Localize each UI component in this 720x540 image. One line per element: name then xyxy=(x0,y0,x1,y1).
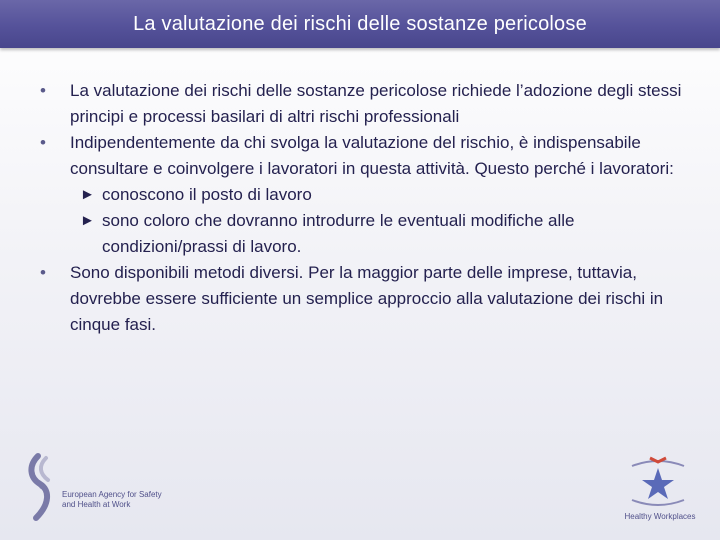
slide-body xyxy=(40,78,690,338)
bullet-item xyxy=(40,260,690,338)
sub-bullet-item xyxy=(40,182,690,208)
bullet-text: La valutazione dei rischi delle sostanze pericolose richiede l’adozione degli stessi principi e processi basilari di altri rischi professionali xyxy=(70,81,682,126)
sub-bullet-item xyxy=(40,208,690,260)
bullet-icon: • xyxy=(40,81,46,100)
agency-emblem-icon xyxy=(24,452,64,522)
agency-logo-text: European Agency for Safety and Health at Work xyxy=(62,490,162,509)
title-bar xyxy=(0,0,720,48)
bullet-text: Indipendentemente da chi svolga la valutazione del rischio, è indispensabile consultare e coinvolgere i lavoratori in questa attività. Questo perché i lavoratori: xyxy=(70,133,674,178)
healthy-workplaces-emblem-icon xyxy=(610,452,710,512)
arrow-icon: ► xyxy=(80,212,95,229)
bullet-item xyxy=(40,78,690,130)
arrow-icon: ► xyxy=(80,186,95,203)
healthy-workplaces-text: Healthy Workplaces xyxy=(624,512,696,521)
sub-bullet-text: sono coloro che dovranno introdurre le eventuali modifiche alle condizioni/prassi di lavoro. xyxy=(102,211,575,256)
bullet-item xyxy=(40,130,690,182)
bullet-icon: • xyxy=(40,263,46,282)
sub-bullet-text: conoscono il posto di lavoro xyxy=(102,185,312,204)
bullet-text: Sono disponibili metodi diversi. Per la maggior parte delle imprese, tuttavia, dovrebbe essere sufficiente un semplice approccio alla valutazione dei rischi in cinque fasi. xyxy=(70,263,664,334)
slide-title: La valutazione dei rischi delle sostanze pericolose xyxy=(133,13,587,35)
agency-logo xyxy=(24,452,164,522)
bullet-icon: • xyxy=(40,133,46,152)
healthy-workplaces-logo xyxy=(610,452,710,532)
